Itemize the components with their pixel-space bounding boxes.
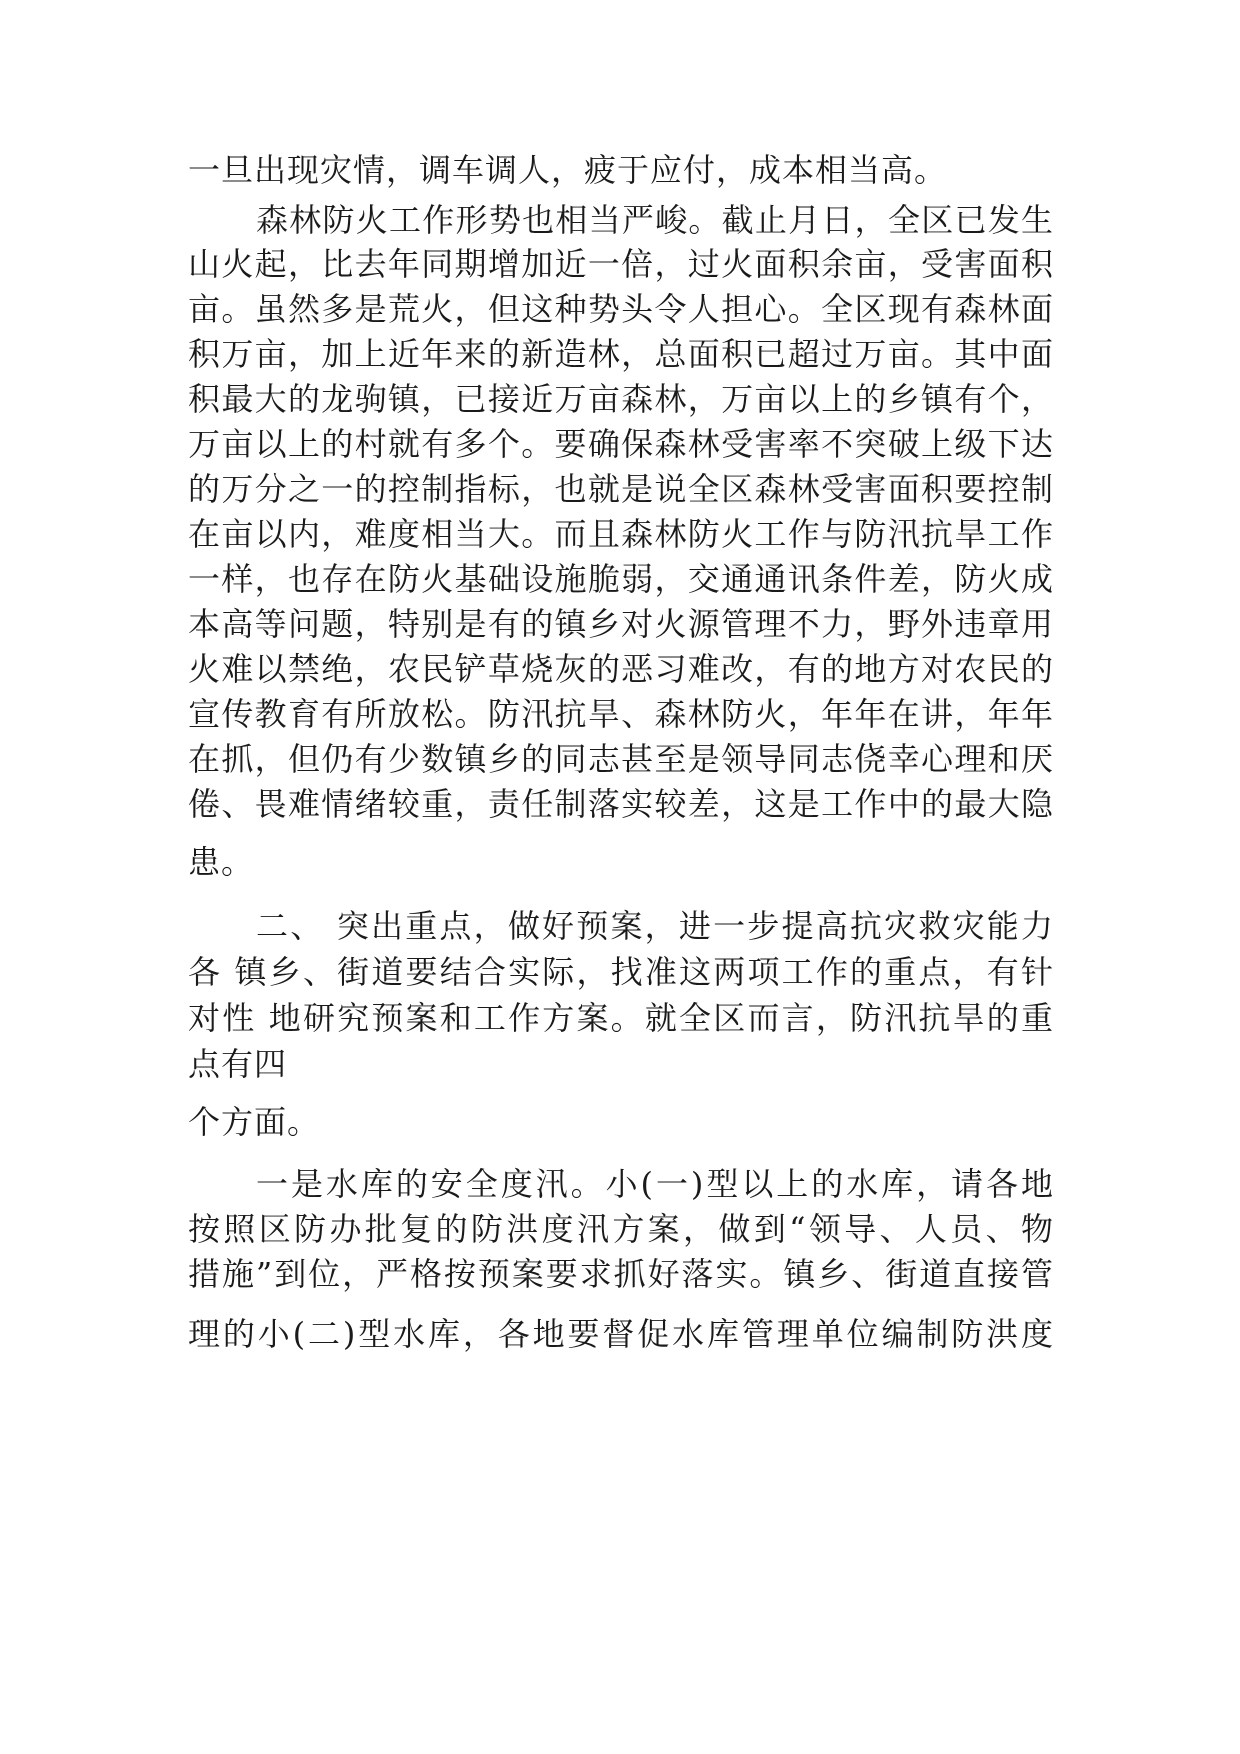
text-line-22: 一是水库的安全度汛。小(一)型以上的水库，请各地 (256, 1165, 1054, 1203)
text-line-1: 一旦出现灾情，调车调人，疲于应付，成本相当高。 (188, 151, 948, 189)
text-line-3: 山火起，比去年同期增加近一倍，过火面积余亩，受害面积 (188, 245, 1054, 283)
text-line-14: 在抓，但仍有少数镇乡的同志甚至是领导同志侥幸心理和厌 (188, 740, 1054, 778)
text-line-16: 患。 (188, 843, 255, 881)
section-heading: 二、 突出重点，做好预案，进一步提高抗灾救灾能力 (256, 907, 1054, 945)
text-line-8: 的万分之一的控制指标，也就是说全区森林受害面积要控制 (188, 470, 1054, 508)
text-line-4: 亩。虽然多是荒火，但这种势头令人担心。全区现有森林面 (188, 290, 1054, 328)
text-line-21: 个方面。 (188, 1103, 321, 1141)
text-line-19: 对性 地研究预案和工作方案。就全区而言，防汛抗旱的重 (188, 999, 1054, 1037)
text-line-12: 火难以禁绝，农民铲草烧灰的恶习难改，有的地方对农民的 (188, 650, 1054, 688)
text-line-23: 按照区防办批复的防洪度汛方案，做到“领导、人员、物 (188, 1210, 1054, 1248)
text-line-2: 森林防火工作形势也相当严峻。截止月日，全区已发生 (256, 201, 1054, 239)
text-line-11: 本高等问题，特别是有的镇乡对火源管理不力，野外违章用 (188, 605, 1054, 643)
text-line-6: 积最大的龙驹镇，已接近万亩森林，万亩以上的乡镇有个， (188, 380, 1054, 418)
text-line-20: 点有四 (188, 1045, 288, 1083)
text-line-24: 措施”到位，严格按预案要求抓好落实。镇乡、街道直接管 (188, 1255, 1054, 1293)
text-line-7: 万亩以上的村就有多个。要确保森林受害率不突破上级下达 (188, 425, 1054, 463)
text-line-9: 在亩以内，难度相当大。而且森林防火工作与防汛抗旱工作 (188, 515, 1054, 553)
text-line-10: 一样，也存在防火基础设施脆弱，交通通讯条件差，防火成 (188, 560, 1054, 598)
text-line-18: 各 镇乡、街道要结合实际，找准这两项工作的重点，有针 (188, 953, 1054, 991)
text-line-25: 理的小(二)型水库，各地要督促水库管理单位编制防洪度 (188, 1315, 1054, 1353)
text-line-13: 宣传教育有所放松。防汛抗旱、森林防火，年年在讲，年年 (188, 695, 1054, 733)
text-line-5: 积万亩，加上近年来的新造林，总面积已超过万亩。其中面 (188, 335, 1054, 373)
text-line-15: 倦、畏难情绪较重，责任制落实较差，这是工作中的最大隐 (188, 785, 1054, 823)
